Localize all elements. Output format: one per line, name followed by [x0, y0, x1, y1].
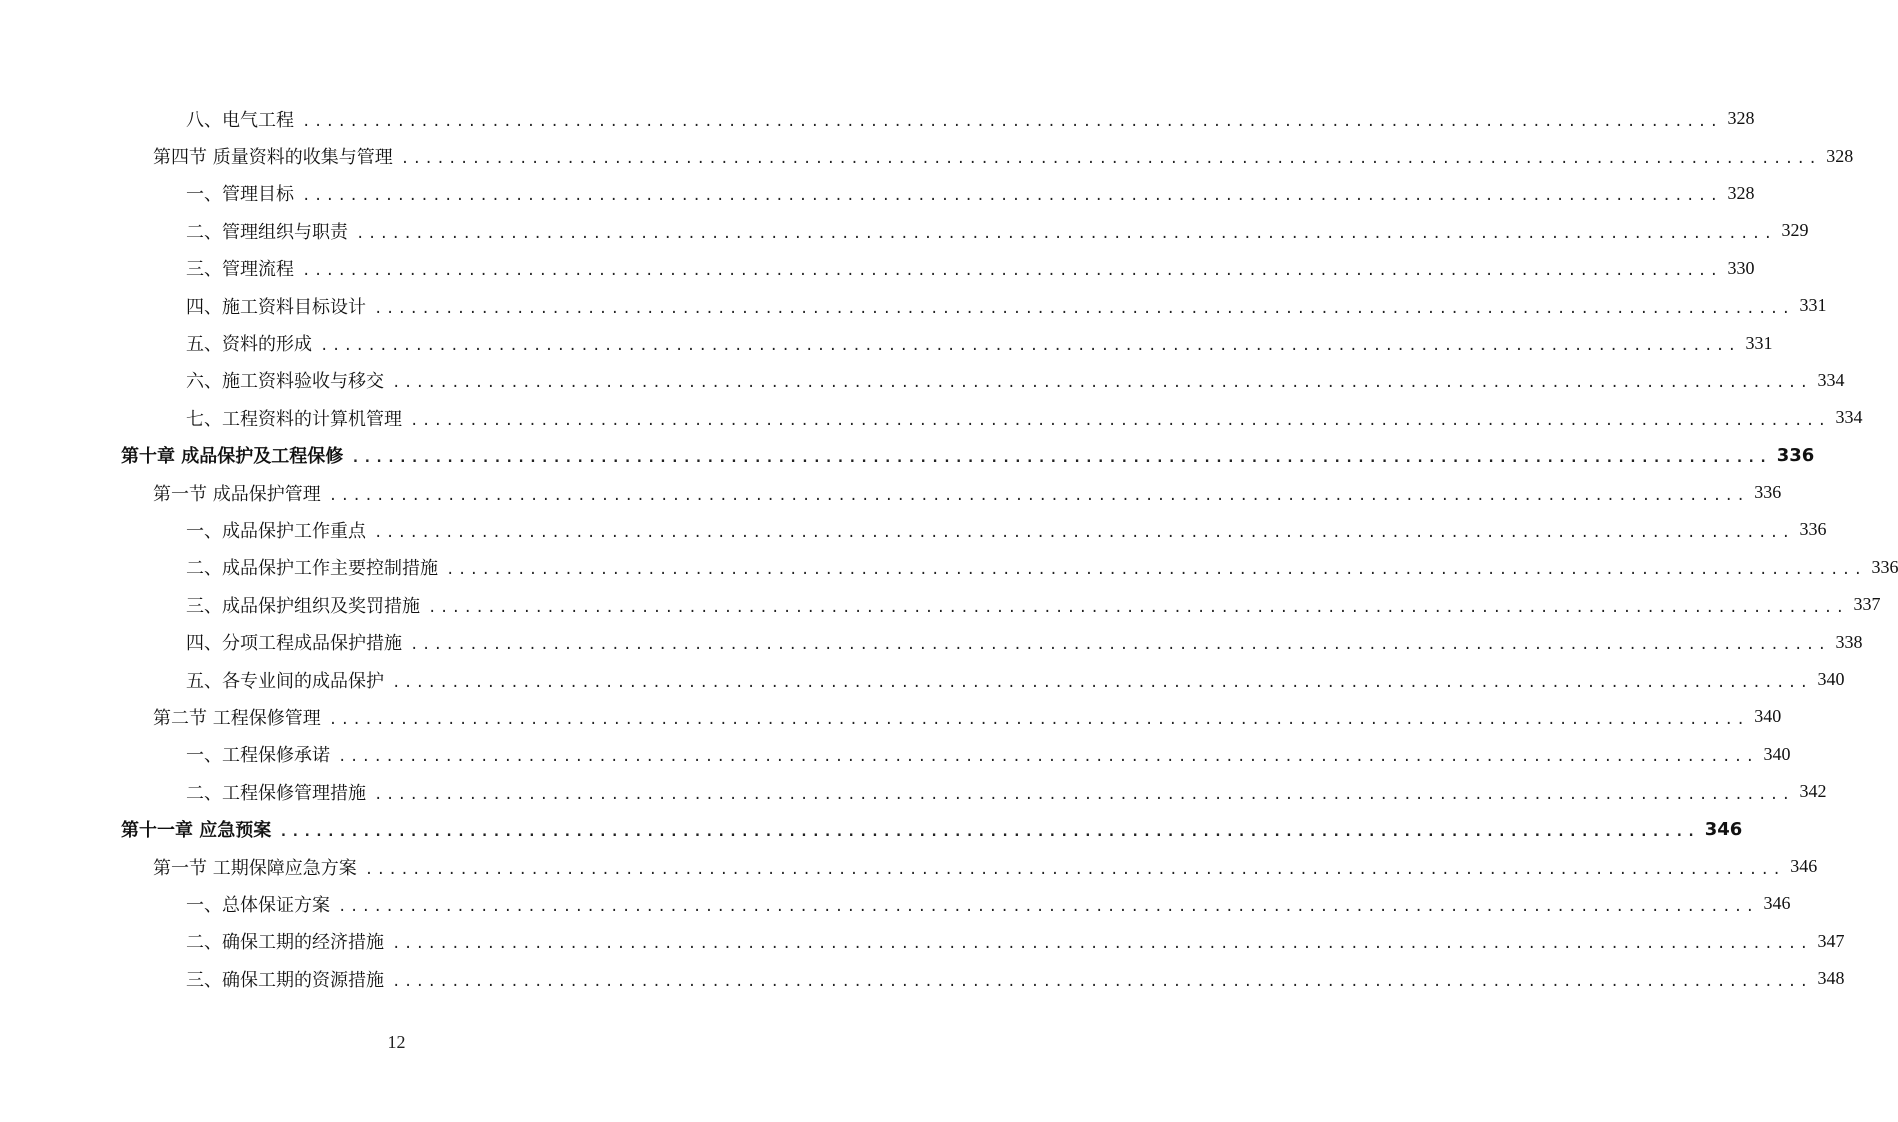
toc-entry-title: 第一节 工期保障应急方案 [153, 857, 357, 879]
toc-entry-title: 一、管理目标 [186, 184, 294, 206]
toc-entry-page-number: 342 [1799, 781, 1827, 802]
toc-entry-item[interactable] [0, 923, 1845, 960]
toc-entry-title: 一、工程保修承诺 [186, 745, 330, 767]
toc-entry-title: 第四节 质量资料的收集与管理 [153, 147, 393, 169]
dot-leader: ........................................................................................................................ [328, 711, 1749, 728]
toc-entry-title: 六、施工资料验收与移交 [186, 371, 384, 393]
toc-entry-item[interactable] [0, 250, 1755, 287]
toc-entry-title: 二、工程保修管理措施 [186, 782, 366, 804]
dot-leader: ........................................................................................................................ [364, 861, 1785, 878]
toc-entry-title: 二、成品保护工作主要控制措施 [186, 558, 438, 580]
toc-entry-page-number: 346 [1704, 818, 1743, 840]
toc-entry-title: 一、总体保证方案 [186, 894, 330, 916]
toc-entry-item[interactable] [0, 773, 1827, 810]
toc-entry-chapter[interactable] [0, 437, 1815, 474]
dot-leader: ........................................................................................................................ [302, 188, 1722, 205]
toc-entry-item[interactable] [0, 736, 1791, 773]
toc-entry-item[interactable] [0, 399, 1863, 436]
toc-entry-section[interactable] [0, 137, 1854, 174]
toc-entry-title: 四、施工资料目标设计 [186, 296, 366, 318]
toc-entry-title: 第二节 工程保修管理 [153, 707, 321, 729]
dot-leader: ........................................................................................................................ [338, 898, 1758, 915]
dot-leader: ........................................................................................................................ [374, 786, 1794, 803]
toc-entry-page-number: 337 [1853, 594, 1881, 615]
dot-leader: ........................................................................................................................ [328, 487, 1749, 504]
toc-entry-title: 第十一章 应急预案 [121, 820, 272, 842]
page-number-footer: 12 [387, 1032, 406, 1052]
toc-entry-page-number: 334 [1817, 369, 1845, 390]
toc-entry-item[interactable] [0, 324, 1773, 361]
toc-entry-item[interactable] [0, 212, 1809, 249]
toc-entry-item[interactable] [0, 661, 1845, 698]
toc-entry-title: 二、确保工期的经济措施 [186, 932, 384, 954]
dot-leader: ........................................................................................................................ [400, 151, 1821, 168]
dot-leader: ........................................................................................................................ [410, 637, 1830, 654]
toc-entry-section[interactable] [0, 848, 1818, 885]
toc-entry-section[interactable] [0, 698, 1782, 735]
dot-leader: ........................................................................................................................ [302, 113, 1722, 130]
toc-entry-page-number: 330 [1727, 257, 1755, 278]
toc-entry-title: 三、成品保护组织及奖罚措施 [186, 595, 420, 617]
dot-leader: ........................................................................................................................ [374, 300, 1794, 317]
dot-leader: ........................................................................................................................ [446, 562, 1866, 579]
toc-entry-page-number: 336 [1754, 482, 1782, 503]
dot-leader: ........................................................................................................................ [302, 263, 1722, 280]
toc-entry-page-number: 334 [1835, 407, 1863, 428]
toc-entry-page-number: 336 [1776, 444, 1815, 466]
toc-entry-page-number: 331 [1745, 332, 1773, 353]
dot-leader: ........................................................................................................................ [392, 674, 1812, 691]
toc-entry-chapter[interactable] [0, 810, 1743, 847]
dot-leader: ........................................................................................................................ [320, 338, 1740, 355]
toc-entry-title: 八、电气工程 [186, 109, 294, 131]
toc-entry-page-number: 340 [1763, 743, 1791, 764]
toc-entry-page-number: 347 [1817, 930, 1845, 951]
toc-entry-page-number: 346 [1790, 856, 1818, 876]
dot-leader: ........................................................................................................................ [392, 973, 1812, 990]
toc-entry-title: 三、确保工期的资源措施 [186, 969, 384, 991]
toc-entry-page-number: 328 [1826, 145, 1854, 166]
dot-leader: ........................................................................................................................ [374, 524, 1794, 541]
toc-entry-title: 三、管理流程 [186, 259, 294, 281]
toc-entry-item[interactable] [0, 623, 1863, 660]
toc-entry-page-number: 340 [1754, 706, 1782, 727]
toc-entry-title: 四、分项工程成品保护措施 [186, 633, 402, 655]
toc-entry-title: 二、管理组织与职责 [186, 221, 348, 243]
toc-entry-section[interactable] [0, 474, 1782, 511]
toc-entry-title: 五、各专业间的成品保护 [186, 670, 384, 692]
toc-entry-title: 五、资料的形成 [186, 334, 312, 356]
toc-entry-item[interactable] [0, 960, 1845, 997]
table-of-contents [0, 100, 1898, 997]
toc-entry-title: 一、成品保护工作重点 [186, 520, 366, 542]
toc-entry-title: 第一节 成品保护管理 [153, 483, 321, 505]
toc-entry-item[interactable] [0, 885, 1791, 922]
toc-entry-item[interactable] [0, 287, 1827, 324]
toc-entry-page-number: 346 [1763, 893, 1791, 914]
toc-entry-page-number: 338 [1835, 631, 1863, 652]
dot-leader: ........................................................................................................................ [338, 749, 1758, 766]
toc-entry-page-number: 340 [1817, 669, 1845, 690]
dot-leader: ........................................................................................................................ [392, 375, 1812, 392]
toc-entry-page-number: 336 [1799, 519, 1827, 540]
toc-entry-item[interactable] [0, 175, 1755, 212]
toc-entry-page-number: 329 [1781, 220, 1809, 241]
toc-entry-title: 七、工程资料的计算机管理 [186, 408, 402, 430]
toc-entry-item[interactable] [0, 362, 1845, 399]
toc-entry-page-number: 328 [1727, 108, 1755, 129]
dot-leader: ........................................................................................................................ [410, 412, 1830, 429]
toc-entry-title: 第十章 成品保护及工程保修 [121, 446, 344, 468]
dot-leader: ........................................................................................................................ [392, 936, 1812, 953]
dot-leader: ........................................................................................................................ [279, 824, 1699, 841]
toc-entry-item[interactable] [0, 586, 1881, 623]
toc-entry-page-number: 331 [1799, 295, 1827, 316]
dot-leader: ........................................................................................................................ [356, 225, 1776, 242]
dot-leader: ........................................................................................................................ [428, 599, 1848, 616]
toc-entry-page-number: 348 [1817, 968, 1845, 989]
toc-entry-page-number: 328 [1727, 182, 1755, 203]
toc-entry-item[interactable] [0, 549, 1898, 586]
toc-entry-page-number: 336 [1871, 556, 1898, 577]
dot-leader: ........................................................................................................................ [351, 450, 1771, 467]
toc-entry-item[interactable] [0, 511, 1827, 548]
toc-entry-item[interactable] [0, 100, 1755, 137]
